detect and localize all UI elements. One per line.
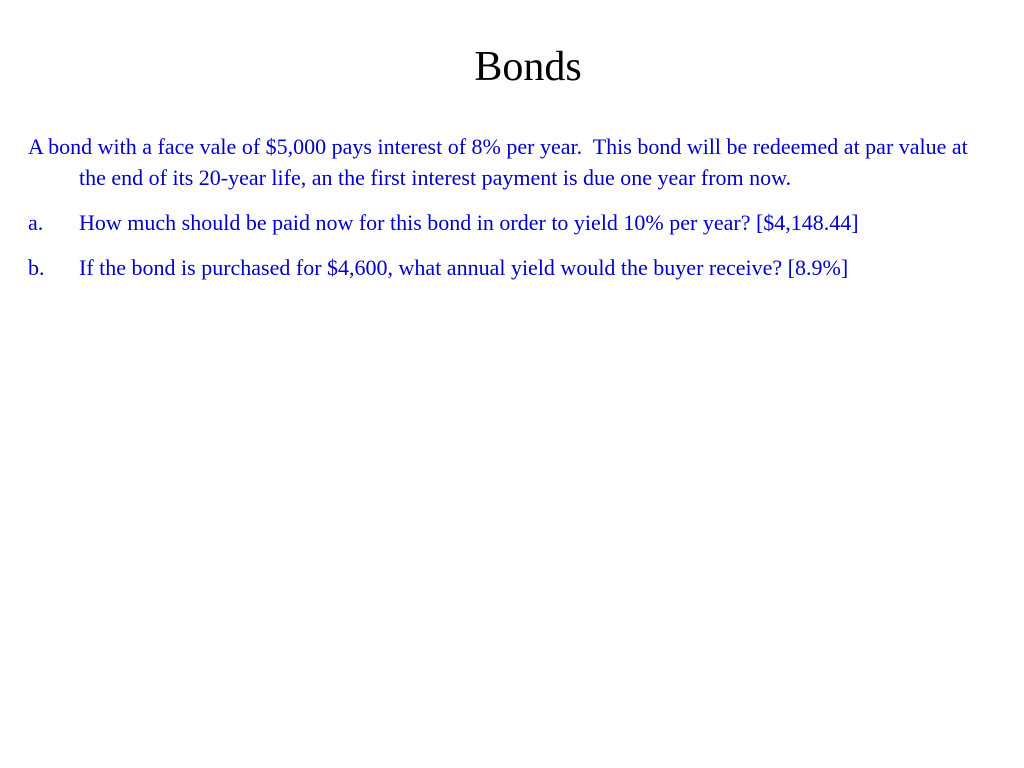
question-b-text: If the bond is purchased for $4,600, what annual yield would the buyer receive? [8.9%]	[79, 255, 849, 280]
question-a-marker: a.	[28, 210, 44, 235]
question-a-text: How much should be paid now for this bond in order to yield 10% per year? [$4,148.44]	[79, 210, 859, 235]
slide-title: Bonds	[474, 44, 582, 90]
question-a	[28, 207, 998, 238]
question-b-marker: b.	[28, 255, 45, 280]
slide-body	[28, 131, 998, 297]
question-b	[28, 252, 998, 283]
intro-paragraph: A bond with a face vale of $5,000 pays interest of 8% per year. This bond will be redeemed at par value at the end of its 20-year life, an the first interest payment is due one year from now.	[28, 134, 974, 190]
